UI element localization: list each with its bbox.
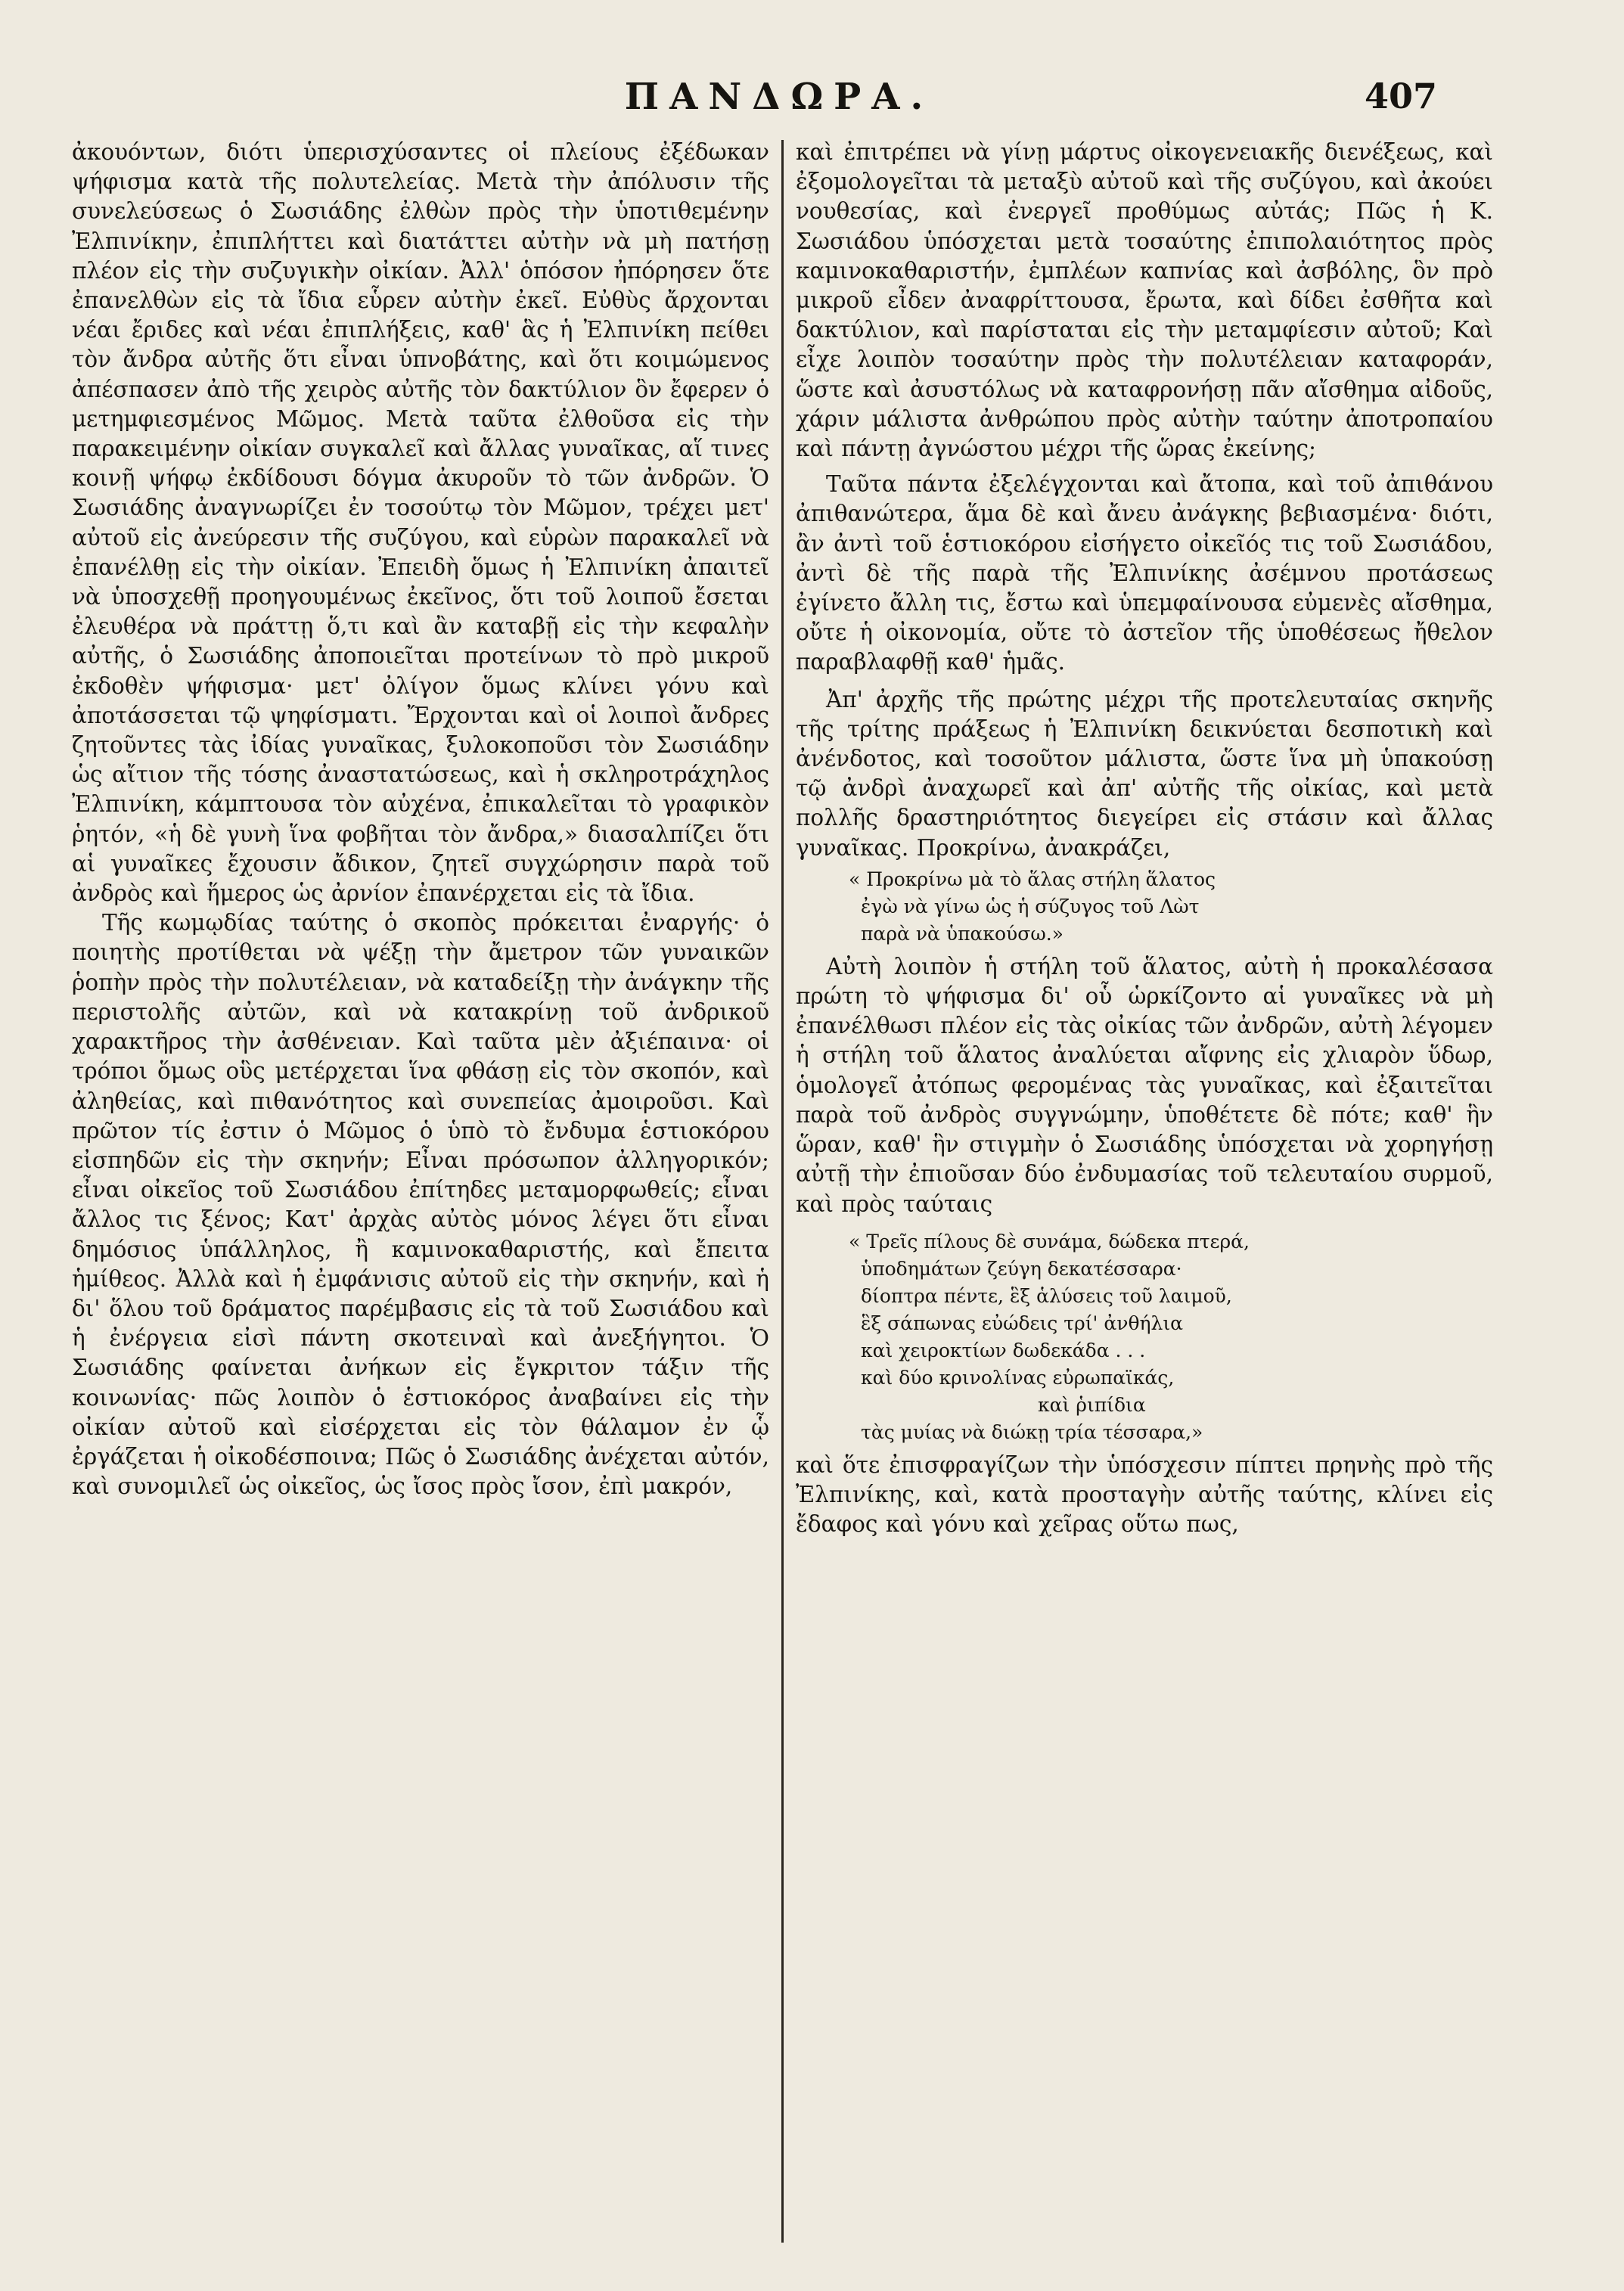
verse-line: ἐγὼ νὰ γίνω ὡς ἡ σύζυγος τοῦ Λὼτ	[861, 895, 1200, 917]
page-number: 407	[1364, 76, 1437, 116]
verse-line: ἓξ σάπωνας εὐώδεις τρί' ἀνθήλια	[861, 1312, 1184, 1334]
verse-line: παρὰ νὰ ὑπακούσω.»	[861, 922, 1064, 945]
verse-line: ὑποδημάτων ζεύγη δεκατέσσαρα·	[861, 1257, 1182, 1280]
column-divider	[781, 140, 784, 2243]
verse-line: δίοπτρα πέντε, ἓξ ἁλύσεις τοῦ λαιμοῦ,	[861, 1284, 1232, 1307]
left-column	[72, 138, 769, 1501]
running-title: ΠΑΝΔΩΡΑ.	[624, 76, 934, 118]
verse-quote	[849, 866, 1493, 948]
paragraph: καὶ ἐπιτρέπει νὰ γίνῃ μάρτυς οἰκογενειακῆς διενέξεως, καὶ ἐξομολογεῖται τὰ μεταξὺ αὐτοῦ καὶ τῆς συζύγου, καὶ ἀκούει νουθεσίας, καὶ ἐνεργεῖ προθύμως αὐτάς; Πῶς ἡ Κ. Σωσιάδου ὑπόσχεται μετὰ τοσαύτης ἐπιπολαιότητος πρὸς καμινοκαθαριστήν, ἐμπλέων καπνίας καὶ ἀσβόλης, ὃν πρὸ μικροῦ εἶδεν ἀναφρίττουσα, ἔρωτα, καὶ δίδει ἐσθῆτα καὶ δακτύλιον, καὶ παρίσταται εἰς τὴν μεταμφίεσιν αὐτοῦ; Καὶ εἶχε λοιπὸν τοσαύτην πρὸς τὴν πολυτέλειαν καταφοράν, ὥστε καὶ ἀσυστόλως νὰ καταφρονήσῃ πᾶν αἴσθημα αἰδοῦς, χάριν μάλιστα ἀνθρώπου πρὸς αὐτὴν ταύτην ἀποτροπαίου καὶ πάντῃ ἀγνώστου μέχρι τῆς ὥρας ἐκείνης;	[796, 139, 1493, 462]
verse-line: τὰς μυίας νὰ διώκῃ τρία τέσσαρα,»	[861, 1420, 1203, 1443]
paragraph: Ταῦτα πάντα ἐξελέγχονται καὶ ἄτοπα, καὶ τοῦ ἀπιθάνου ἀπιθανώτερα, ἅμα δὲ καὶ ἄνευ ἀνάγκης βεβιασμένα· διότι, ἂν ἀντὶ τοῦ ἑστιοκόρου εἰσήγετο οἰκεῖός τις τοῦ Σωσιάδου, ἀντὶ δὲ τῆς παρὰ τῆς Ἐλπινίκης ἀσέμνου προτάσεως ἐγίνετο ἄλλη τις, ἔστω καὶ ὑπεμφαίνουσα εὐμενὲς αἴσθημα, οὔτε ἡ οἰκονομία, οὔτε τὸ ἀστεῖον τῆς ὑποθέσεως ἤθελον παραβλαφθῇ καθ' ἡμᾶς.	[796, 471, 1493, 675]
paragraph: ἀκουόντων, διότι ὑπερισχύσαντες οἱ πλείους ἐξέδωκαν ψήφισμα κατὰ τῆς πολυτελείας. Μετὰ τὴν ἀπόλυσιν τῆς συνελεύσεως ὁ Σωσιάδης ἐλθὼν πρὸς τὴν ὑποτιθεμένην Ἐλπινίκην, ἐπιπλήττει καὶ διατάττει αὐτὴν νὰ μὴ πατήσῃ πλέον εἰς τὴν συζυγικὴν οἰκίαν. Ἀλλ' ὁπόσον ἠπόρησεν ὅτε ἐπανελθὼν εἰς τὰ ἴδια εὗρεν αὐτὴν ἐκεῖ. Εὐθὺς ἄρχονται νέαι ἔριδες καὶ νέαι ἐπιπλήξεις, καθ' ἃς ἡ Ἐλπινίκη πείθει τὸν ἄνδρα αὐτῆς ὅτι εἶναι ὑπνοβάτης, καὶ ὅτι κοιμώμενος ἀπέσπασεν ἀπὸ τῆς χειρὸς αὐτῆς τὸν δακτύλιον ὃν ἔφερεν ὁ μετημφιεσμένος Μῶμος. Μετὰ ταῦτα ἐλθοῦσα εἰς τὴν παρακειμένην οἰκίαν συγκαλεῖ καὶ ἄλλας γυναῖκας, αἵ τινες κοινῇ ψήφῳ ἐκδίδουσι δόγμα ἀκυροῦν τὸ τῶν ἀνδρῶν. Ὁ Σωσιάδης ἀναγνωρίζει ἐν τοσούτῳ τὸν Μῶμον, τρέχει μετ' αὐτοῦ εἰς ἀνεύρεσιν τῆς συζύγου, καὶ εὑρὼν παρακαλεῖ νὰ ἐπανέλθῃ εἰς τὴν οἰκίαν. Ἐπειδὴ ὅμως ἡ Ἐλπινίκη ἀπαιτεῖ νὰ ὑποσχεθῇ προηγουμένως ἐκεῖνος, ὅτι τοῦ λοιποῦ ἔσεται ἐλευθέρα νὰ πράττῃ ὅ,τι καὶ ἂν καταβῇ εἰς τὴν κεφαλὴν αὐτῆς, ὁ Σωσιάδης ἀποποιεῖται προτείνων τὸ πρὸ μικροῦ ἐκδοθὲν ψήφισμα· μετ' ὀλίγον ὅμως κλίνει γόνυ καὶ ἀποτάσσεται τῷ ψηφίσματι. Ἔρχονται καὶ οἱ λοιποὶ ἄνδρες ζητοῦντες τὰς ἰδίας γυναῖκας, ξυλοκοποῦσι τὸν Σωσιάδην ὡς αἴτιον τῆς τόσης ἀναστατώσεως, καὶ ἡ σκληροτράχηλος Ἐλπινίκη, κάμπτουσα τὸν αὐχένα, ἐπικαλεῖται τὸ γραφικὸν ῥητόν, «ἡ δὲ γυνὴ ἵνα φοβῆται τὸν ἄνδρα,» διασαλπίζει ὅτι αἱ γυναῖκες ἔχουσιν ἄδικον, ζητεῖ συγχώρησιν παρὰ τοῦ ἀνδρὸς καὶ ἥμερος ὡς ἀρνίον ἐπανέρχεται εἰς τὰ ἴδια.	[72, 139, 769, 907]
verse-line: καὶ ῥιπίδια	[1038, 1393, 1146, 1416]
verse-line: « Προκρίνω μὰ τὸ ἅλας στήλη ἅλατος	[849, 868, 1216, 890]
verse-line: καὶ χειροκτίων δωδεκάδα . . .	[861, 1339, 1146, 1361]
paragraph: Τῆς κωμῳδίας ταύτης ὁ σκοπὸς πρόκειται ἐναργής· ὁ ποιητὴς προτίθεται νὰ ψέξῃ τὴν ἄμετρον τῶν γυναικῶν ῥοπὴν πρὸς τὴν πολυτέλειαν, νὰ καταδείξῃ τὴν ἀνάγκην τῆς περιστολῆς αὐτῶν, καὶ νὰ κατακρίνῃ τοῦ ἀνδρικοῦ χαρακτῆρος τὴν ἀσθένειαν. Καὶ ταῦτα μὲν ἀξιέπαινα· οἱ τρόποι ὅμως οὓς μετέρχεται ἵνα φθάσῃ εἰς τὸν σκοπόν, καὶ ἀληθείας, καὶ πιθανότητος καὶ συνεπείας ἀμοιροῦσι. Καὶ πρῶτον τίς ἐστιν ὁ Μῶμος ὁ ὑπὸ τὸ ἔνδυμα ἑστιοκόρου εἰσπηδῶν εἰς τὴν σκηνήν; Εἶναι πρόσωπον ἀλληγορικόν; εἶναι οἰκεῖος τοῦ Σωσιάδου ἐπίτηδες μεταμορφωθείς; εἶναι ἄλλος τις ξένος; Κατ' ἀρχὰς αὐτὸς μόνος λέγει ὅτι εἶναι δημόσιος ὑπάλληλος, ἢ καμινοκαθαριστής, καὶ ἔπειτα ἡμίθεος. Ἀλλὰ καὶ ἡ ἐμφάνισις αὐτοῦ εἰς τὴν σκηνήν, καὶ ἡ δι' ὅλου τοῦ δράματος παρέμβασις εἰς τὰ τοῦ Σωσιάδου καὶ ἡ ἐνέργεια εἰσὶ πάντη σκοτειναὶ καὶ ἀνεξήγητοι. Ὁ Σωσιάδης φαίνεται ἀνήκων εἰς ἔγκριτον τάξιν τῆς κοινωνίας· πῶς λοιπὸν ὁ ἑστιοκόρος ἀναβαίνει εἰς τὴν οἰκίαν αὐτοῦ καὶ εἰσέρχεται εἰς τὸν θάλαμον ἐν ᾧ ἐργάζεται ἡ οἰκοδέσποινα; Πῶς ὁ Σωσιάδης ἀνέχεται αὐτόν, καὶ συνομιλεῖ ὡς οἰκεῖος, ὡς ἴσος πρὸς ἴσον, ἐπὶ μακρόν,	[72, 910, 769, 1500]
paragraph: Αὐτὴ λοιπὸν ἡ στήλη τοῦ ἅλατος, αὐτὴ ἡ προκαλέσασα πρώτη τὸ ψήφισμα δι' οὗ ὡρκίζοντο αἱ γυναῖκες νὰ μὴ ἐπανέλθωσι πλέον εἰς τὰς οἰκίας τῶν ἀνδρῶν, αὐτὴ λέγομεν ἡ στήλη τοῦ ἅλατος ἀναλύεται αἴφνης εἰς χλιαρὸν ὕδωρ, ὁμολογεῖ ἀτόπως φερομένας τὰς γυναῖκας, καὶ ἐξαιτεῖται παρὰ τοῦ ἀνδρὸς συγγνώμην, ὑποθέτετε δὲ πότε; καθ' ἣν ὥραν, καθ' ἣν στιγμὴν ὁ Σωσιάδης ὑπόσχεται νὰ χορηγήσῃ αὐτῇ τὴν ἐπιοῦσαν δύο ἐνδυμασίας τοῦ τελευταίου συρμοῦ, καὶ πρὸς ταύταις	[796, 953, 1493, 1217]
right-column	[796, 138, 1493, 1539]
verse-line: « Τρεῖς πίλους δὲ συνάμα, δώδεκα πτερά,	[849, 1230, 1250, 1253]
verse-line: καὶ δύο κρινολίνας εὐρωπαϊκάς,	[861, 1366, 1175, 1389]
paragraph: καὶ ὅτε ἐπισφραγίζων τὴν ὑπόσχεσιν πίπτει πρηνὴς πρὸ τῆς Ἐλπινίκης, καὶ, κατὰ προσταγὴν αὐτῆς ταύτης, κλίνει εἰς ἔδαφος καὶ γόνυ καὶ χεῖρας οὕτω πως,	[796, 1451, 1493, 1538]
paragraph: Ἀπ' ἀρχῆς τῆς πρώτης μέχρι τῆς προτελευταίας σκηνῆς τῆς τρίτης πράξεως ἡ Ἐλπινίκη δεικνύεται δεσποτικὴ καὶ ἀνένδοτος, καὶ τοσοῦτον μάλιστα, ὥστε ἵνα μὴ ὑπακούσῃ τῷ ἀνδρὶ ἀναχωρεῖ καὶ ἀπ' αὐτῆς τῆς οἰκίας, καὶ μετὰ πολλῆς δραστηριότητος διεγείρει εἰς στάσιν καὶ ἄλλας γυναῖκας. Προκρίνω, ἀνακράζει,	[796, 686, 1493, 861]
verse-quote	[849, 1228, 1493, 1446]
